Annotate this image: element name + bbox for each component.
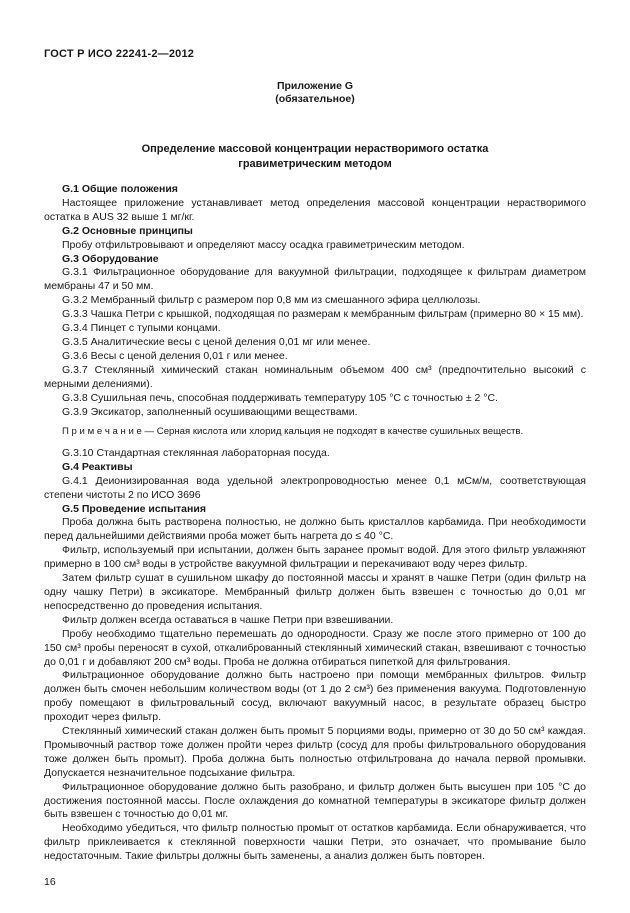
- paragraph: G.3.8 Сушильная печь, способная поддерживать температуру 105 °С с точностью ± 2 °С.: [62, 391, 498, 404]
- section-heading-g5: G.5 Проведение испытания: [62, 502, 206, 515]
- section-heading-g3: G.3 Оборудование: [62, 252, 159, 265]
- section-heading-g4: G.4 Реактивы: [62, 460, 133, 473]
- appendix-label: Приложение G: [276, 80, 354, 92]
- paragraph: G.4.1 Деионизированная вода удельной электропроводностью менее 0,1 мСм/м, соответствующая степени чистоты 2 по ИСО 3696: [44, 474, 586, 501]
- paragraph: Необходимо убедиться, что фильтр полностью промыт от остатков карбамида. Если обнаруживается, что фильтр приклеивается к стеклянной поверхности чашки Петри, это означает, что промывание было недостаточным. Такие фильтры должны быть заменены, а анализ должен быть повторен.: [44, 822, 586, 863]
- title-line-2: гравиметрическим методом: [238, 158, 392, 170]
- paragraph: G.3.1 Фильтрационное оборудование для вакуумной фильтрации, подходящее к фильтрам диаметром мембраны 47 и 50 мм.: [44, 266, 586, 293]
- paragraph: Затем фильтр сушат в сушильном шкафу до постоянной массы и хранят в чашке Петри (один фильтр на одну чашку Петри) в эксикаторе. Мембранный фильтр должен быть взвешен с точностью до 0,01 мг непосредственно до проведения испытания.: [44, 572, 586, 612]
- paragraph: G.3.10 Стандартная стеклянная лабораторная посуда.: [62, 446, 330, 459]
- paragraph: Пробу необходимо тщательно перемешать до однородности. Сразу же после этого примерно от 100 до 150 см³ пробы переносят в сухой, откалиброванный стеклянный химический стакан, взвешивают с точностью до 0,01 г и добавляют 200 см³ воды. Проба не должна отбираться пипеткой для фильтрования.: [44, 627, 586, 668]
- paragraph: G.3.5 Аналитические весы с ценой деления 0,01 мг или менее.: [62, 335, 371, 348]
- note-text: П р и м е ч а н и е — Серная кислота или хлорид кальция не подходят в качестве сушильных веществ.: [62, 426, 524, 438]
- document-title: [44, 142, 586, 172]
- paragraph: Пробу отфильтровывают и определяют массу осадка гравиметрическим методом.: [62, 238, 465, 251]
- paragraph: G.3.4 Пинцет с тупыми концами.: [62, 322, 221, 335]
- paragraph: Фильтрационное оборудование должно быть разобрано, и фильтр должен быть высушен при 105 °С до достижения постоянной массы. После охлаждения до комнатной температуры в эксикаторе фильтр должен быть взвешен с точностью до 0,01 мг.: [44, 780, 586, 821]
- section-heading-g2: G.2 Основные принципы: [62, 224, 193, 237]
- paragraph: G.3.7 Стеклянный химический стакан номинальным объемом 400 см³ (предпочтительно высокий с мерными делениями).: [44, 363, 586, 390]
- paragraph: Стеклянный химический стакан должен быть промыт 5 порциями воды, примерно от 30 до 50 см³ каждая. Промывочный раствор тоже должен пройти через фильтр (сосуд для пробы фильтровального оборудования тоже должен быть промыт). Проба должна быть полностью отфильтрована до начала первой промывки. Допускается незначительное подсыхание фильтра.: [44, 725, 586, 779]
- document-body: [44, 183, 586, 864]
- paragraph: G.3.3 Чашка Петри с крышкой, подходящая по размерам к мембранным фильтрам (примерно 80 × 15 мм).: [62, 308, 584, 321]
- section-heading-g1: G.1 Общие положения: [62, 183, 178, 195]
- paragraph: G.3.6 Весы с ценой деления 0,01 г или менее.: [62, 349, 288, 362]
- title-line-1: Определение массовой концентрации нерастворимого остатка: [141, 143, 489, 155]
- paragraph: G.3.9 Эксикатор, заполненный осушивающими веществами.: [62, 405, 358, 418]
- paragraph: G.3.2 Мембранный фильтр с размером пор 0,8 мм из смешанного эфира целлюлозы.: [62, 294, 481, 307]
- paragraph: Настоящее приложение устанавливает метод определения массовой концентрации нерастворимого остатка в AUS 32 выше 1 мг/кг.: [44, 196, 586, 223]
- paragraph: Фильтрационное оборудование должно быть настроено при помощи мембранных фильтров. Фильтр должен быть смочен небольшим количеством воды (от 1 до 2 см³) без применения вакуума. Подготовленную пробу помещают в фильтровальный сосуд, включают вакуумный насос, в результате образец быстро проходит через фильтр.: [44, 669, 586, 724]
- paragraph: Фильтр, используемый при испытании, должен быть заранее промыт водой. Для этого фильтр увлажняют примерно в 100 см³ воды в устройстве вакуумной фильтрации и перекачивают воду через фильтр.: [44, 544, 586, 571]
- running-header: ГОСТ Р ИСО 22241-2—2012: [44, 48, 195, 60]
- page-number: 16: [44, 876, 56, 889]
- appendix-block: [44, 80, 586, 105]
- paragraph: Проба должна быть растворена полностью, не должно быть кристаллов карбамида. При необходимости перед дальнейшими действиями проба может быть нагрета до ≤ 40 °С.: [44, 516, 586, 543]
- paragraph: Фильтр должен всегда оставаться в чашке Петри при взвешивании.: [62, 613, 394, 626]
- appendix-kind: (обязательное): [275, 92, 355, 105]
